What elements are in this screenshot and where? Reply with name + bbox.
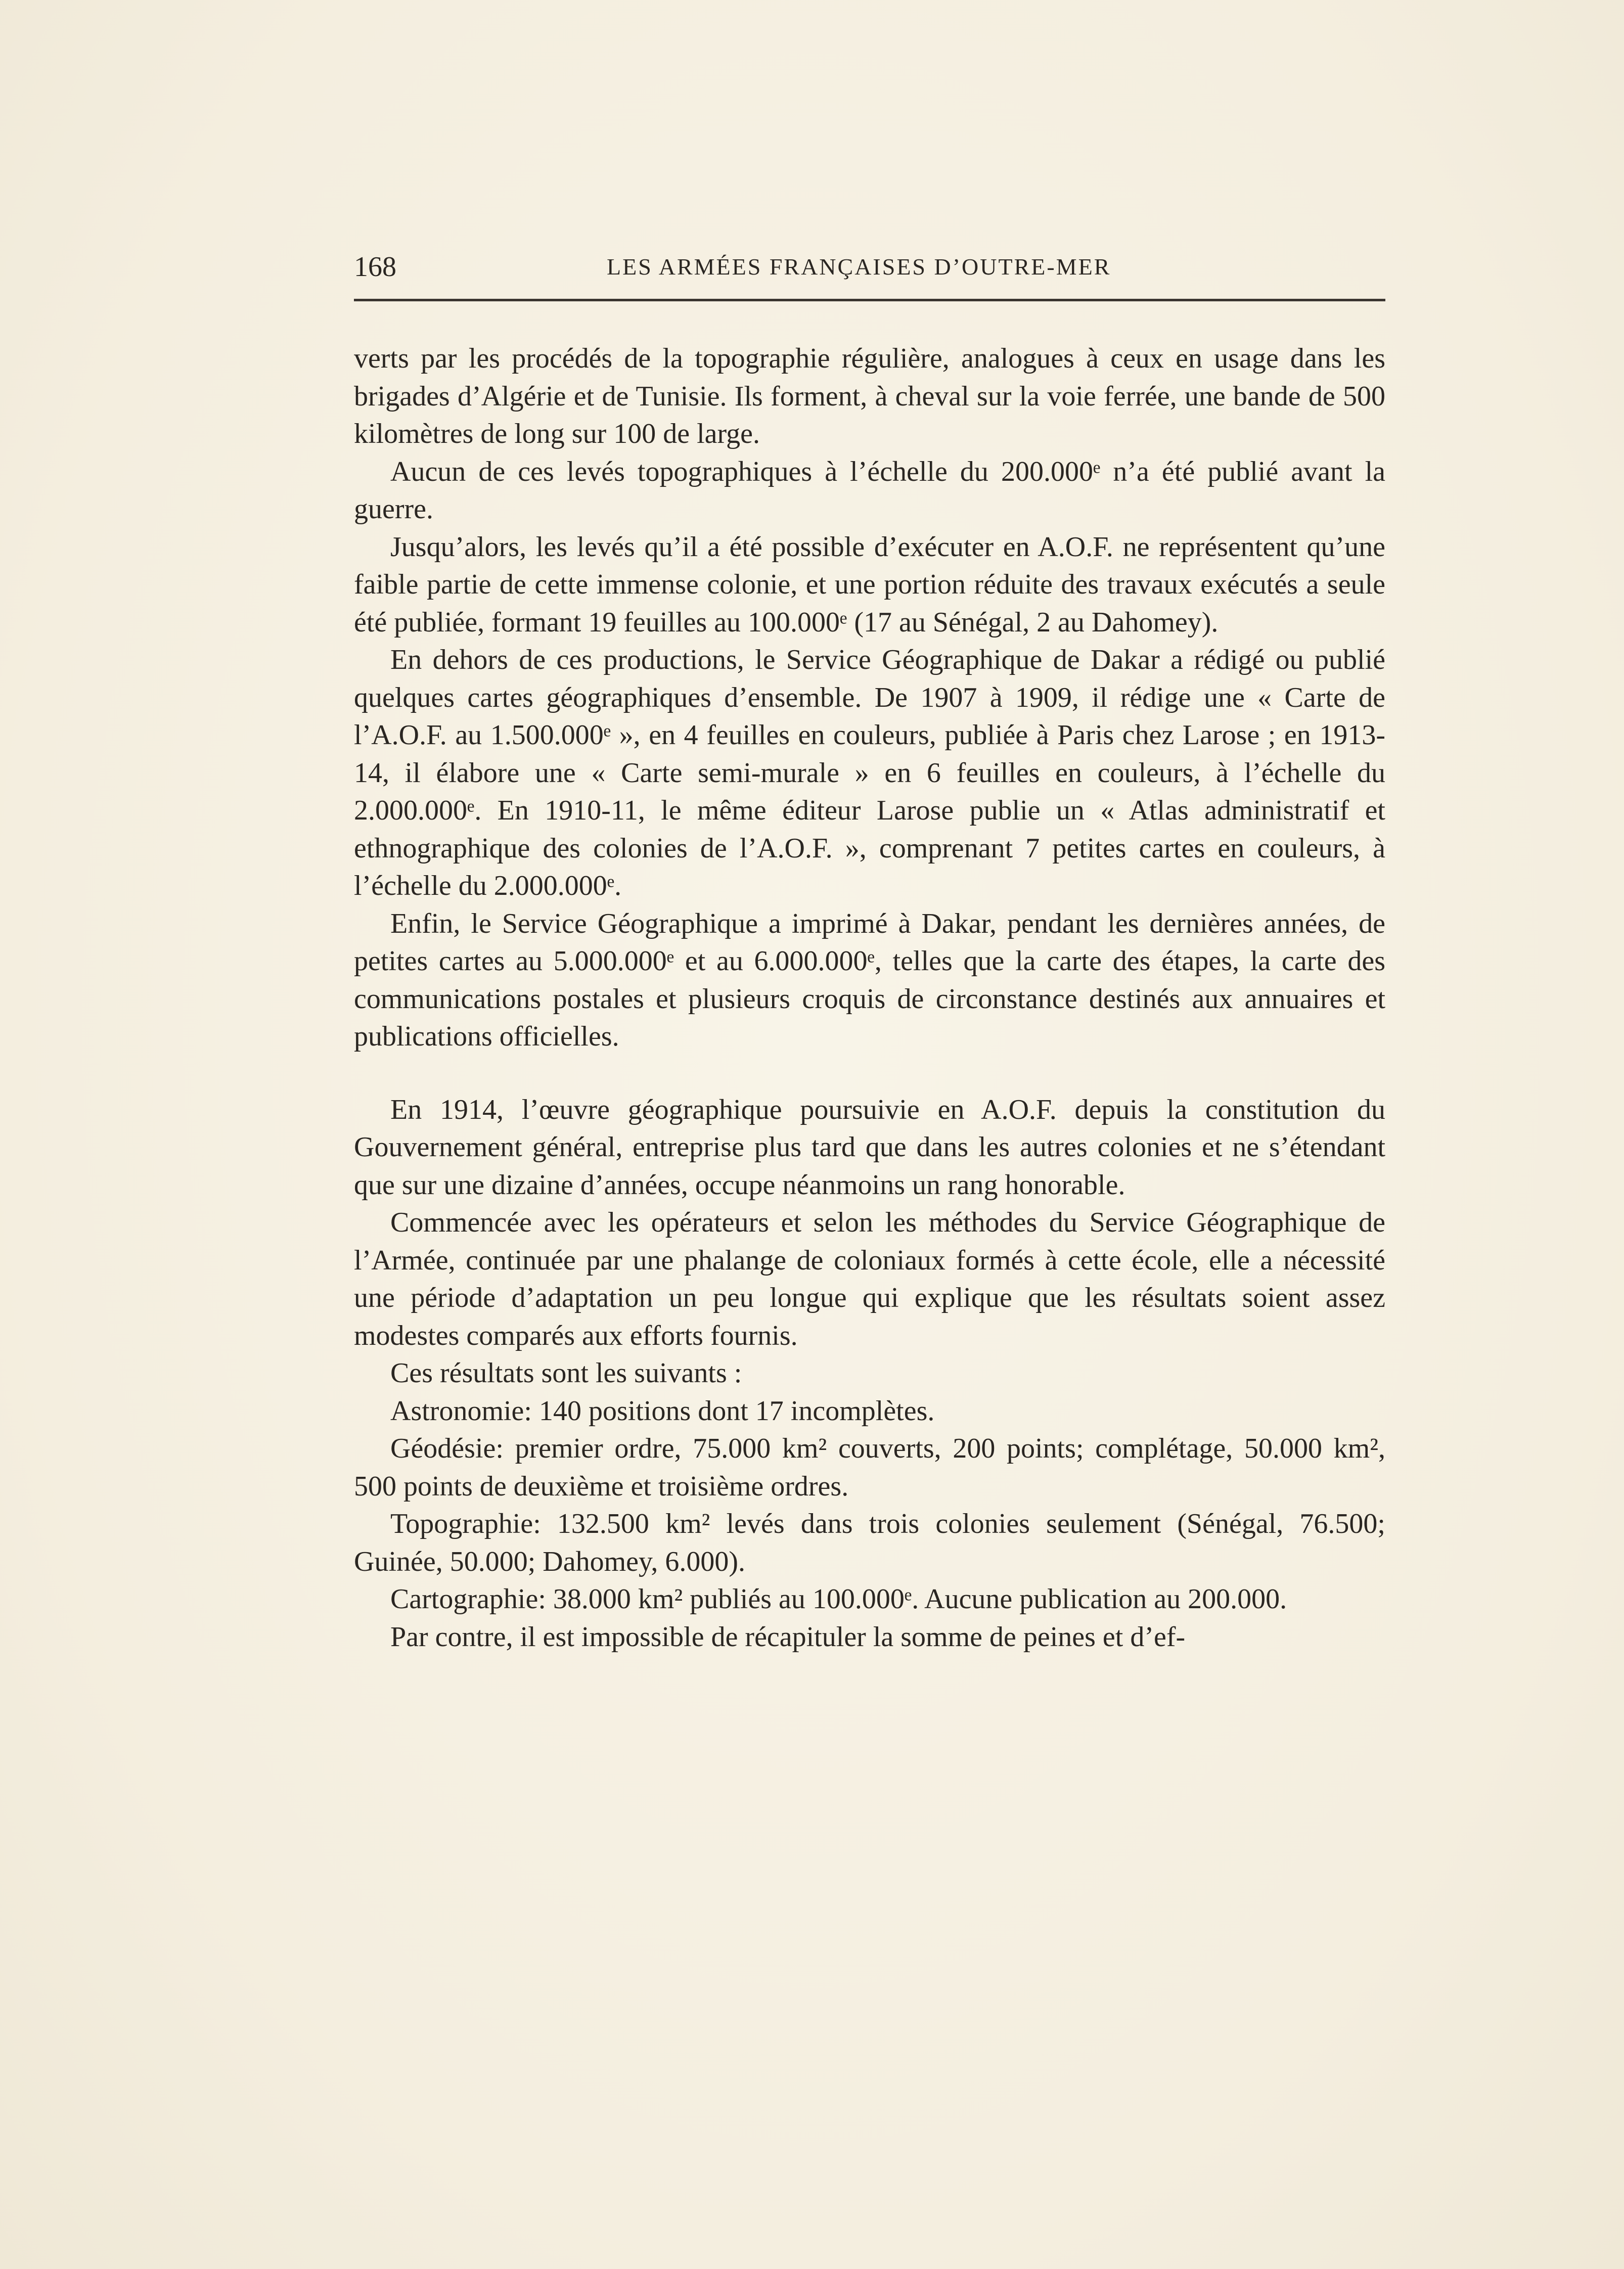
header-rule xyxy=(354,299,1385,301)
body-text xyxy=(354,340,1385,1656)
paragraph: Enfin, le Service Géographique a imprimé à Dakar, pendant les dernières années, de petites cartes au 5.000.000ᵉ et au 6.000.000ᵉ, telles que la carte des étapes, la carte des communications postales et plusieurs croquis de circonstance destinés aux annuaires et publications officielles. xyxy=(354,907,1385,1052)
page-header xyxy=(354,247,1385,287)
paragraph: En dehors de ces productions, le Service Géographique de Dakar a rédigé ou publié quelques cartes géographiques d’ensemble. De 1907 à 1909, il rédige une « Carte de l’A.O.F. au 1.500.000ᵉ », en 4 feuilles en couleurs, publiée à Paris chez Larose ; en 1913-14, il élabore une « Carte semi-murale » en 6 feuilles en couleurs, à l’échelle du 2.000.000ᵉ. En 1910-11, le même éditeur Larose publie un « Atlas administratif et ethnographique des colonies de l’A.O.F. », comprenant 7 petites cartes en couleurs, à l’échelle du 2.000.000ᵉ. xyxy=(354,644,1385,901)
paragraph: Astronomie: 140 positions dont 17 incomplètes. xyxy=(390,1395,935,1427)
paragraph: En 1914, l’œuvre géographique poursuivie en A.O.F. depuis la constitution du Gouvernement général, entreprise plus tard que dans les autres colonies et ne s’étendant que sur une dizaine d’années, occupe néanmoins un rang honorable. xyxy=(354,1094,1385,1201)
paragraph: Commencée avec les opérateurs et selon les méthodes du Service Géographique de l’Armée, continuée par une phalange de coloniaux formés à cette école, elle a nécessité une période d’adaptation un peu longue qui explique que les résultats soient assez modestes comparés aux efforts fournis. xyxy=(354,1207,1385,1351)
paragraph: verts par les procédés de la topographie régulière, analogues à ceux en usage dans les brigades d’Algérie et de Tunisie. Ils forment, à cheval sur la voie ferrée, une bande de 500 kilomètres de long sur 100 de large. xyxy=(354,343,1385,449)
paragraph: Aucun de ces levés topographiques à l’échelle du 200.000ᵉ n’a été publié avant la guerre. xyxy=(354,456,1385,525)
running-title: LES ARMÉES FRANÇAISES D’OUTRE-MER xyxy=(607,254,1111,280)
section-gap xyxy=(354,1056,1385,1091)
paragraph: Géodésie: premier ordre, 75.000 km² couverts, 200 points; complétage, 50.000 km², 500 points de deuxième et troisième ordres. xyxy=(354,1433,1385,1502)
paragraph: Par contre, il est impossible de récapituler la somme de peines et d’ef- xyxy=(390,1621,1186,1653)
paragraph: Topographie: 132.500 km² levés dans trois colonies seulement (Sénégal, 76.500; Guinée, 50.000; Dahomey, 6.000). xyxy=(354,1508,1385,1577)
paragraph: Cartographie: 38.000 km² publiés au 100.000ᵉ. Aucune publication au 200.000. xyxy=(390,1583,1287,1615)
paragraph: Ces résultats sont les suivants : xyxy=(390,1357,742,1389)
paragraph: Jusqu’alors, les levés qu’il a été possible d’exécuter en A.O.F. ne représentent qu’une faible partie de cette immense colonie, et une portion réduite des travaux exécutés a seule été publiée, formant 19 feuilles au 100.000ᵉ (17 au Sénégal, 2 au Dahomey). xyxy=(354,531,1385,638)
page-number: 168 xyxy=(354,251,396,283)
